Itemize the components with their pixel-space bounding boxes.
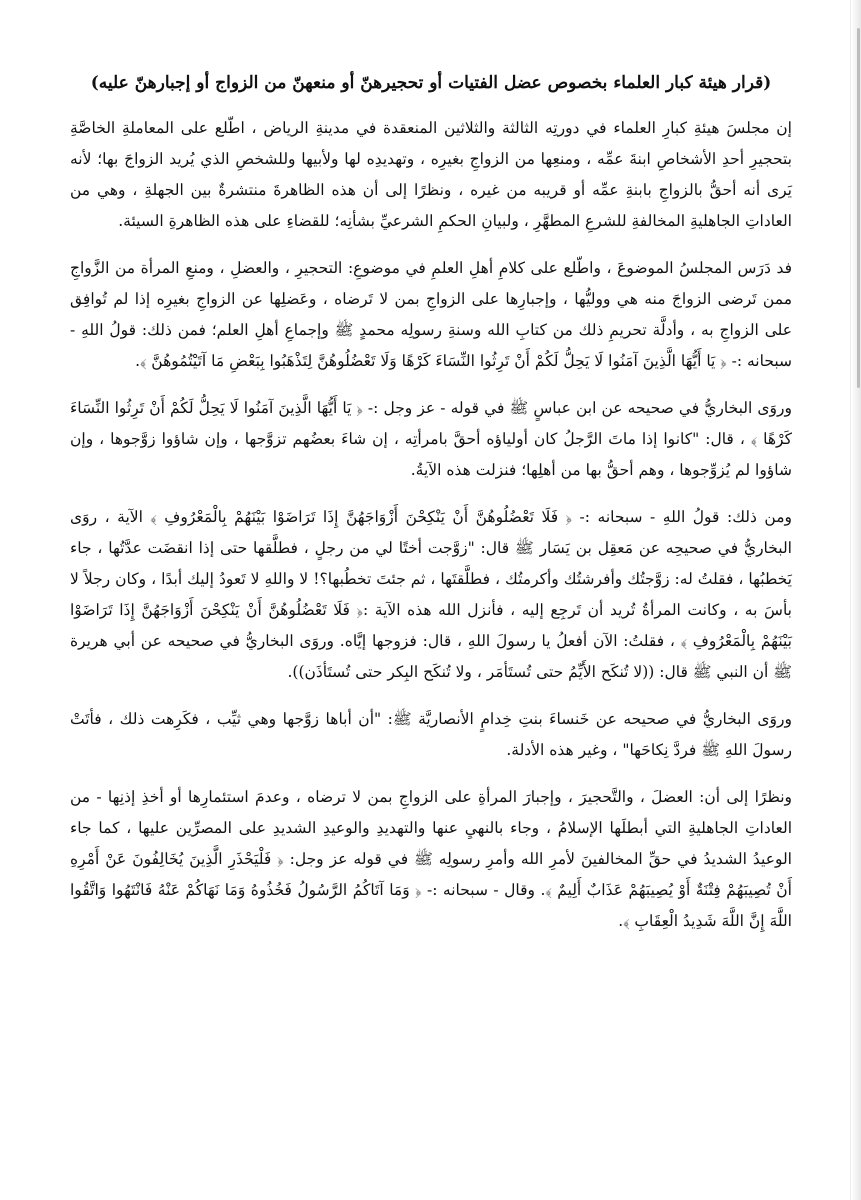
document-body bbox=[70, 68, 792, 937]
paragraph-1: إن مجلسَ هيئةِ كبارِ العلماء في دورتِه الثالثة والثلاثين المنعقدة في مدينةِ الرياض ، اطّلع على المعاملةِ الخاصَّةِ بتحجيرِ أحدِ الأشخاصِ ابنةَ عمِّه ، ومنعِها من الزواجِ بغيرِه ، وتهديدِه لها ولأبيها وللشخصِ الذي يُريد الزواجَ بها؛ لأنه يَرى أنه أحقُّ بالزواجِ بابنةِ عمِّه أو قريبه من غيره ، ونظرًا إلى أن هذه الظاهرةَ منتشرةٌ بين الجهلةِ ، وهي من العاداتِ الجاهليةِ المخالفةِ للشرعِ المطهَّرِ ، ولبيانِ الحكمِ الشرعيِّ بشأنِه؛ للقضاءِ على هذه الظاهرةِ السيئة. bbox=[70, 119, 792, 230]
paragraph-5: وروَى البخاريُّ في صحيحه عن خَنساءَ بنتِ خِدامٍ الأنصاريَّة ﷺ: "أن أباها زوَّجها وهي ثيِّب ، فكَرِهت ذلك ، فأتَتْ رسولَ اللهِ ﷺ فردَّ نِكاحَها" ، وغير هذه الأدلة. bbox=[70, 710, 792, 759]
paragraph-3: وروَى البخاريُّ في صحيحه عن ابن عباسٍ ﷺ في قوله - عز وجل :- ﴿ يَا أَيُّهَا الَّذِينَ آمَنُوا لَا يَحِلُّ لَكُمْ أَنْ تَرِثُوا النِّسَاءَ كَرْهًا ﴾ ، قال: "كانوا إذا ماتَ الرَّجلُ كان أولياؤه أحقَّ بامرأتِه ، إن شاءَ بعضُهم تزوَّجها ، وإن شاؤوا زوَّجوها ، وإن شاؤوا لم يُزوِّجوها ، وهم أحقُّ بها من أهلِها؛ فنزلت هذه الآيةُ. bbox=[70, 399, 792, 479]
paragraph-4: ومن ذلك: قولُ اللهِ - سبحانه :- ﴿ فَلَا تَعْضُلُوهُنَّ أَنْ يَنْكِحْنَ أَزْوَاجَهُنَّ إِذَا تَرَاضَوْا بَيْنَهُمْ بِالْمَعْرُوفِ ﴾ الآية ، روَى البخاريُّ في صحيحِه عن مَعقِل بن يَسَار ﷺ قال: "زوَّجت أختًا لي من رجلٍ ، فطلَّقها حتى إذا انقضَت عدَّتُها ، جاء يَخطبُها ، فقلتُ له: زوَّجتُك وأفرشتُك وأكرمتُك ، فطلَّقتَها ، ثم جئتَ تخطُبها؟! لا واللهِ لا تَعودُ إليك أبدًا ، وكان رجلاً لا بأسَ به ، وكانت المرأةُ تُريد أن تَرجِع إليه ، فأنزل الله هذه الآية :﴿ فَلَا تَعْضُلُوهُنَّ أَنْ يَنْكِحْنَ أَزْوَاجَهُنَّ إِذَا تَرَاضَوْا بَيْنَهُمْ بِالْمَعْرُوفِ ﴾ ، فقلتُ: الآن أفعلُ يا رسولَ اللهِ ، قال: فزوجها إيَّاه. وروَى البخاريُّ في صحيحه عن أبي هريرة ﷺ أن النبي ﷺ قال: ((لا تُنكَح الأَيِّمُ حتى تُستَأمَر ، ولا تُنكَح البِكر حتى تُستَأذَن)). bbox=[70, 508, 792, 681]
document-title: (قرار هيئة كبار العلماء بخصوص عضل الفتيات أو تحجيرهنّ أو منعهنّ من الزواج أو إجبارهنّ عليه) bbox=[90, 73, 772, 93]
paragraph-6: ونظرًا إلى أن: العضلَ ، والتَّحجيرَ ، وإجبارَ المرأةِ على الزواجِ بمن لا ترضاه ، وعدمَ استئمارِها أو أخذِ إذنِها - من العاداتِ الجاهليةِ التي أبطلَها الإسلامُ ، وجاء بالنهيِ عنها والتهديدِ والوعيدِ الشديدِ على المصرِّين عليها ، كما جاء الوعيدُ الشديدُ في حقِّ المخالفينَ لأمرِ الله وأمرِ رسولِه ﷺ في قوله عز وجل: ﴿ فَلْيَحْذَرِ الَّذِينَ يُخَالِفُونَ عَنْ أَمْرِهِ أَنْ تُصِيبَهُمْ فِتْنَةٌ أَوْ يُصِيبَهُمْ عَذَابٌ أَلِيمٌ ﴾. وقال - سبحانه :- ﴿ وَمَا آتَاكُمُ الرَّسُولُ فَخُذُوهُ وَمَا نَهَاكُمْ عَنْهُ فَانْتَهُوا وَاتَّقُوا اللَّهَ إِنَّ اللَّهَ شَدِيدُ الْعِقَابِ ﴾. bbox=[70, 788, 792, 930]
paragraph-2: فد دَرَس المجلسُ الموضوعَ ، واطّلع على كلامِ أهلِ العلمِ في موضوعِ: التحجيرِ ، والعضلِ ، ومنعِ المرأة من الزَّواجِ ممن تَرضى الزواجَ منه هي ووليُّها ، وإجبارِها على الزواجِ بمن لا تَرضاه ، وعَضلِها عن الزواجِ بغيرِه إذا لم تُوافِق على الزواجِ به ، وأدلَّة تحريمِ ذلك من كتابِ الله وسنةِ رسولِه محمدٍ ﷺ وإجماعِ أهلِ العلم؛ فمن ذلك: قولُ اللهِ - سبحانه :- ﴿ يَا أَيُّهَا الَّذِينَ آمَنُوا لَا يَحِلُّ لَكُمْ أَنْ تَرِثُوا النِّسَاءَ كَرْهًا وَلَا تَعْضُلُوهُنَّ لِتَذْهَبُوا بِبَعْضِ مَا آتَيْتُمُوهُنَّ ﴾. bbox=[70, 259, 792, 370]
vertical-scrollbar[interactable] bbox=[850, 0, 861, 1200]
scrollbar-thumb[interactable] bbox=[857, 28, 860, 388]
